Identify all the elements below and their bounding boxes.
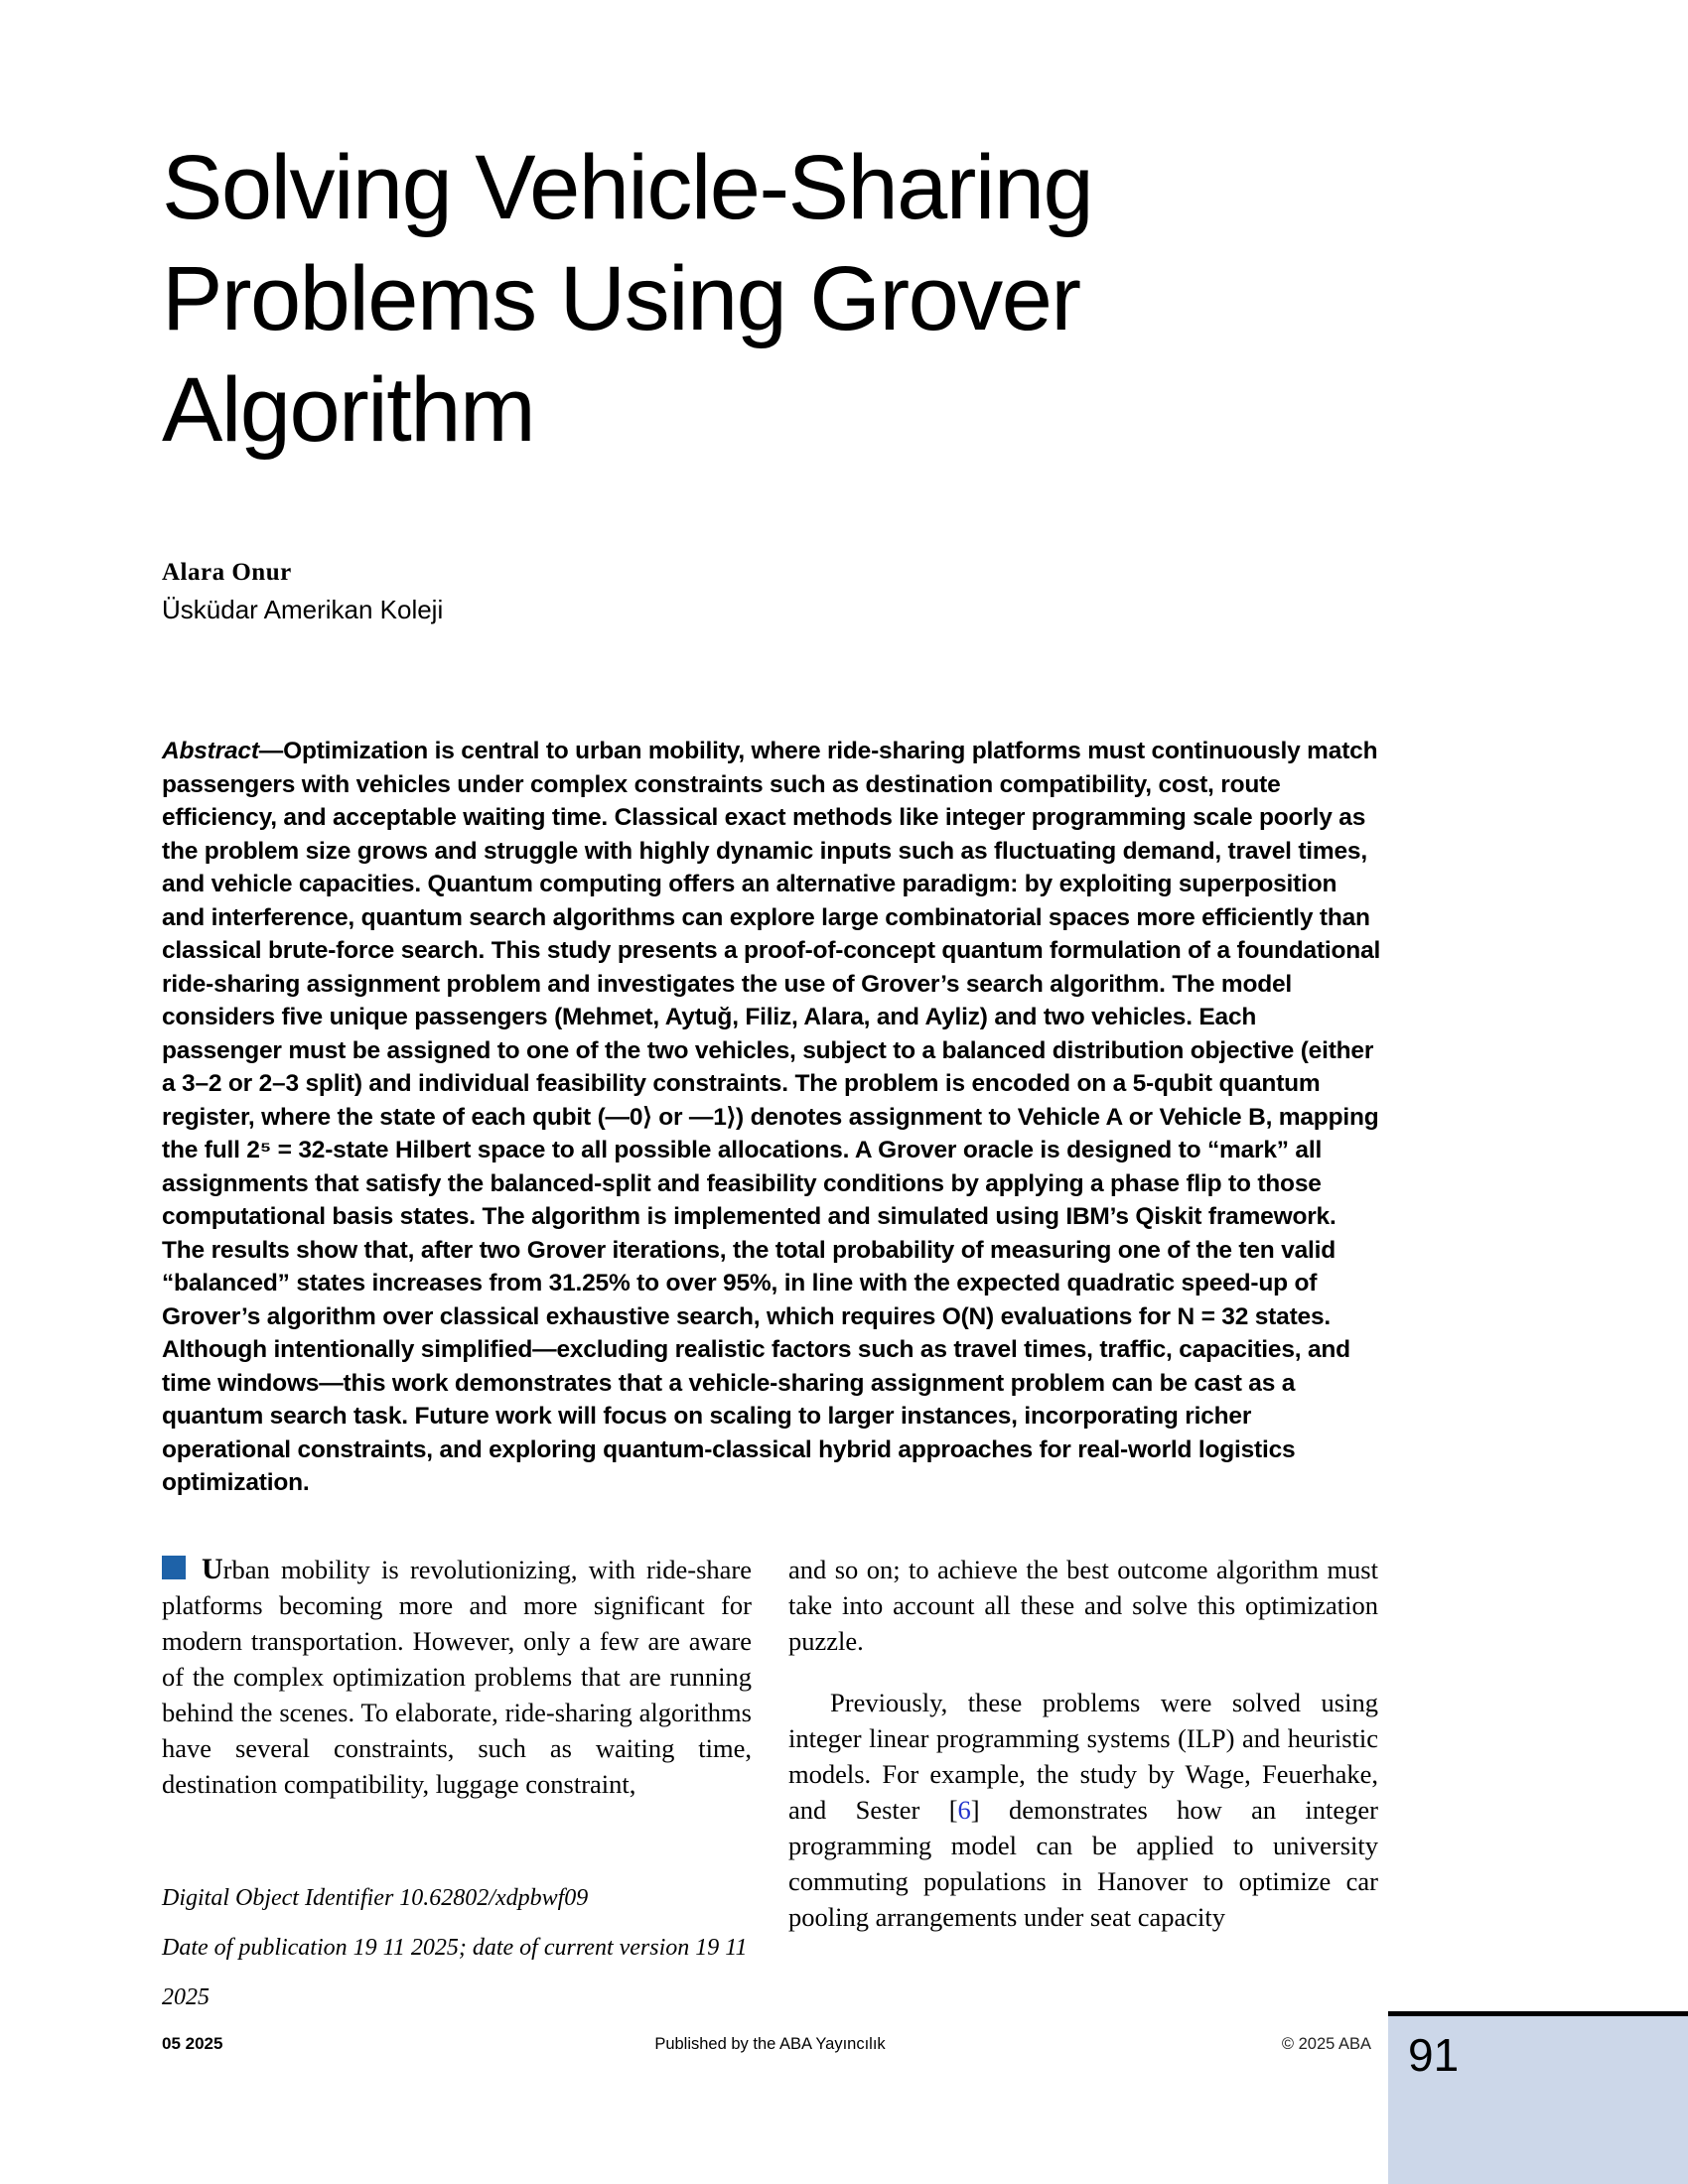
citation-link[interactable]: 6: [957, 1795, 971, 1825]
footer-copyright: © 2025 ABA: [1281, 2035, 1371, 2053]
footer-publisher: Published by the ABA Yayıncılık: [654, 2035, 886, 2053]
title-line-3: Algorithm: [162, 359, 535, 461]
page-number: 91: [1408, 2029, 1460, 2081]
intro-paragraph: [162, 1552, 752, 1802]
abstract: [162, 735, 1381, 1500]
lead-letter: U: [202, 1553, 223, 1585]
author-affiliation: Üsküdar Amerikan Koleji: [162, 595, 444, 624]
footnote-block: [162, 1873, 752, 2022]
lead-paragraph-marker: [162, 1556, 186, 1579]
author-block: [162, 559, 443, 625]
right-paragraph-2-text: Previously, these problems were solved using integer linear programming systems (ILP) and heuristic models. For example, the study by Wage, Feuerhake, and Sester [: [788, 1688, 1378, 1825]
left-column: [162, 1552, 752, 2022]
doi-line: Digital Object Identifier 10.62802/xdpbwf09: [162, 1885, 589, 1911]
title-line-1: Solving Vehicle-Sharing: [162, 137, 1093, 238]
author-name: Alara Onur: [162, 559, 292, 586]
body-columns: [162, 1552, 1378, 2022]
right-paragraph-2-text-after: ] demonstrates how an integer programming model can be applied to university commuting populations in Hanover to optimize car pooling arrangements under seat capacity: [788, 1795, 1378, 1932]
right-column: [788, 1552, 1378, 2022]
page-title: [162, 132, 1092, 466]
abstract-label: Abstract: [162, 738, 259, 764]
title-line-2: Problems Using Grover: [162, 248, 1080, 349]
abstract-text: —Optimization is central to urban mobility, where ride-sharing platforms must continuously match passengers with vehicles under complex constraints such as destination compatibility, cost, route efficiency, and acceptable waiting time. Classical exact methods like integer programming scale poorly as the problem size grows and struggle with highly dynamic inputs such as fluctuating demand, travel times, and vehicle capacities. Quantum computing offers an alternative paradigm: by exploiting superposition and interference, quantum search algorithms can explore large combinatorial spaces more efficiently than classical brute-force search. This study presents a proof-of-concept quantum formulation of a foundational ride-sharing assignment problem and investigates the use of Grover’s search algorithm. The model considers five unique passengers (Mehmet, Aytuğ, Filiz, Alara, and Ayliz) and two vehicles. Each passenger must be assigned to one of the two vehicles, subject to a balanced distribution objective (either a 3–2 or 2–3 split) and individual feasibility constraints. The problem is encoded on a 5-qubit quantum register, where the state of each qubit (—0⟩ or —1⟩) denotes assignment to Vehicle A or Vehicle B, mapping the full 2⁵ = 32-state Hilbert space to all possible allocations. A Grover oracle is designed to “mark” all assignments that satisfy the balanced-split and feasibility conditions by applying a phase flip to those computational basis states. The algorithm is implemented and simulated using IBM’s Qiskit framework. The results show that, after two Grover iterations, the total probability of measuring one of the ten valid “balanced” states increases from 31.25% to over 95%, in line with the expected quadratic speed-up of Grover’s algorithm over classical exhaustive search, which requires O(N) evaluations for N = 32 states. Although intentionally simplified—excluding realistic factors such as travel times, traffic, capacities, and time windows—this work demonstrates that a vehicle-sharing assignment problem can be cast as a quantum search task. Future work will focus on scaling to larger instances, incorporating richer operational constraints, and exploring quantum-classical hybrid approaches for real-world logistics optimization.: [162, 738, 1381, 1496]
right-paragraph-1: and so on; to achieve the best outcome algorithm must take into account all these and solve this optimization puzzle.: [788, 1555, 1378, 1656]
publication-date-line: Date of publication 19 11 2025; date of current version 19 11 2025: [162, 1935, 748, 2010]
footer-issue-date: 05 2025: [162, 2034, 223, 2053]
right-paragraph-2: [788, 1685, 1378, 1935]
page-number-block: [1388, 2011, 1688, 2184]
intro-paragraph-text: rban mobility is revolutionizing, with ride-share platforms becoming more and more significant for modern transportation. However, only a few are aware of the complex optimization problems that are running behind the scenes. To elaborate, ride-sharing algorithms have several constraints, such as waiting time, destination compatibility, luggage constraint,: [162, 1555, 752, 1799]
